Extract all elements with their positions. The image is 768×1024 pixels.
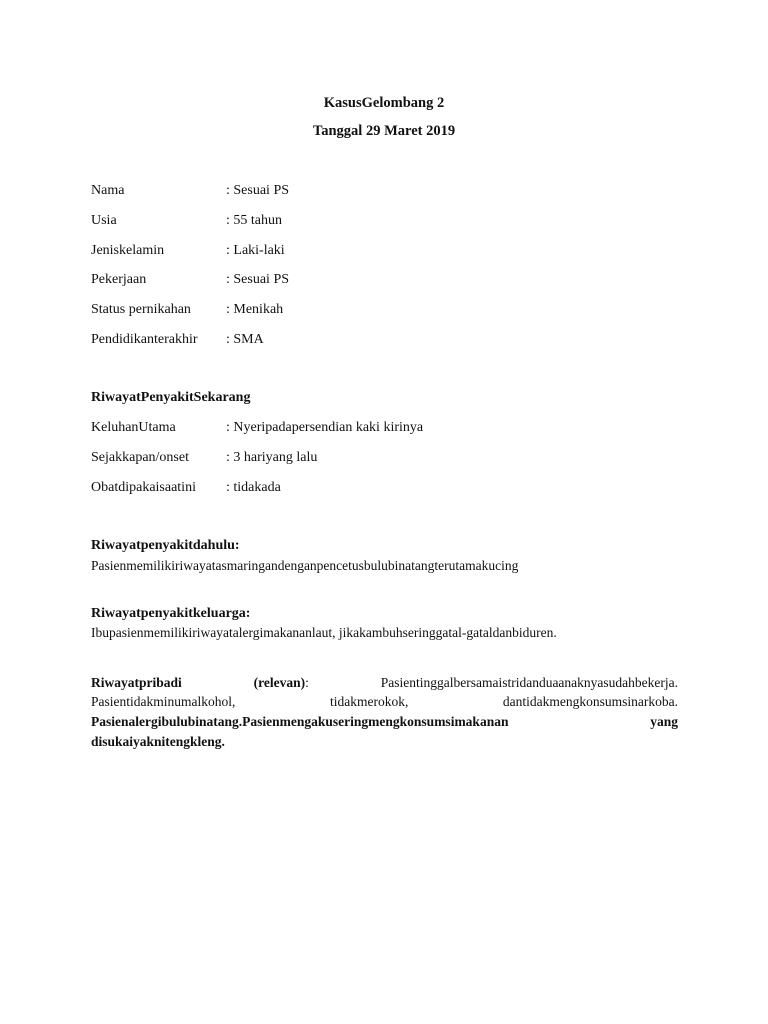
colon: : xyxy=(305,675,309,690)
field-label: Usia xyxy=(91,213,117,228)
identity-row-pekerjaan xyxy=(91,272,289,288)
past-history-heading: Riwayatpenyakitdahulu: xyxy=(91,538,240,553)
field-value: : Menikah xyxy=(226,302,284,317)
field-value: : 3 hariyang lalu xyxy=(226,450,318,465)
field-label: Pekerjaan xyxy=(91,272,147,287)
field-label: Jeniskelamin xyxy=(91,243,165,258)
current-illness-heading: RiwayatPenyakitSekarang xyxy=(91,390,251,405)
field-value: : SMA xyxy=(226,332,264,347)
personal-history-text-2c: dantidakmengkonsumsinarkoba. xyxy=(502,694,679,709)
field-value: : tidakada xyxy=(226,480,281,495)
field-value: : 55 tahun xyxy=(226,213,282,228)
identity-row-usia xyxy=(91,213,282,229)
field-label: KeluhanUtama xyxy=(91,420,176,435)
personal-history-line-2 xyxy=(91,693,678,711)
personal-history-line-3 xyxy=(91,713,678,731)
field-label: Sejakkapan/onset xyxy=(91,450,189,465)
current-illness-row-onset xyxy=(91,450,317,466)
past-history-text: Pasienmemilikiriwayatasmaringandenganpencetusbulubinatangterutamakucing xyxy=(91,558,519,573)
personal-history-text-1: Pasientinggalbersamaistridanduaanaknyasudahbekerja. xyxy=(380,675,679,690)
personal-history-text-3b: yang xyxy=(650,714,678,729)
field-label: Obatdipakaisaatini xyxy=(91,480,196,495)
personal-history-line-1 xyxy=(91,674,678,692)
personal-history-line-4: disukaiyaknitengkleng. xyxy=(91,734,225,749)
document-title: KasusGelombang 2 xyxy=(323,95,445,111)
family-history-heading: Riwayatpenyakitkeluarga: xyxy=(91,606,251,621)
personal-history-text-2b: tidakmerokok, xyxy=(329,694,409,709)
field-value: : Laki-laki xyxy=(226,243,285,258)
identity-row-status xyxy=(91,302,283,318)
current-illness-row-obat xyxy=(91,480,281,496)
field-value: : Sesuai PS xyxy=(226,183,290,198)
field-label: Nama xyxy=(91,183,125,198)
field-value: : Sesuai PS xyxy=(226,272,290,287)
document-date: Tanggal 29 Maret 2019 xyxy=(312,123,456,139)
identity-row-pendidikan xyxy=(91,332,264,348)
personal-history-relevan xyxy=(254,675,309,690)
family-history-text: Ibupasienmemilikiriwayatalergimakananlaut, jikakambuhseringgatal-gataldanbiduren. xyxy=(91,625,557,640)
current-illness-row-keluhan xyxy=(91,420,423,436)
field-label: Status pernikahan xyxy=(91,302,191,317)
identity-row-nama xyxy=(91,183,289,199)
personal-history-heading: Riwayatpribadi xyxy=(91,675,182,690)
identity-row-jeniskelamin xyxy=(91,243,285,259)
personal-history-text-3a: Pasienalergibulubinatang.Pasienmengakuseringmengkonsumsimakanan xyxy=(91,714,509,729)
relevan-label: (relevan) xyxy=(253,675,306,690)
field-label: Pendidikanterakhir xyxy=(91,332,198,347)
field-value: : Nyeripadapersendian kaki kirinya xyxy=(226,420,424,435)
personal-history-text-2a: Pasientidakminumalkohol, xyxy=(91,694,236,709)
